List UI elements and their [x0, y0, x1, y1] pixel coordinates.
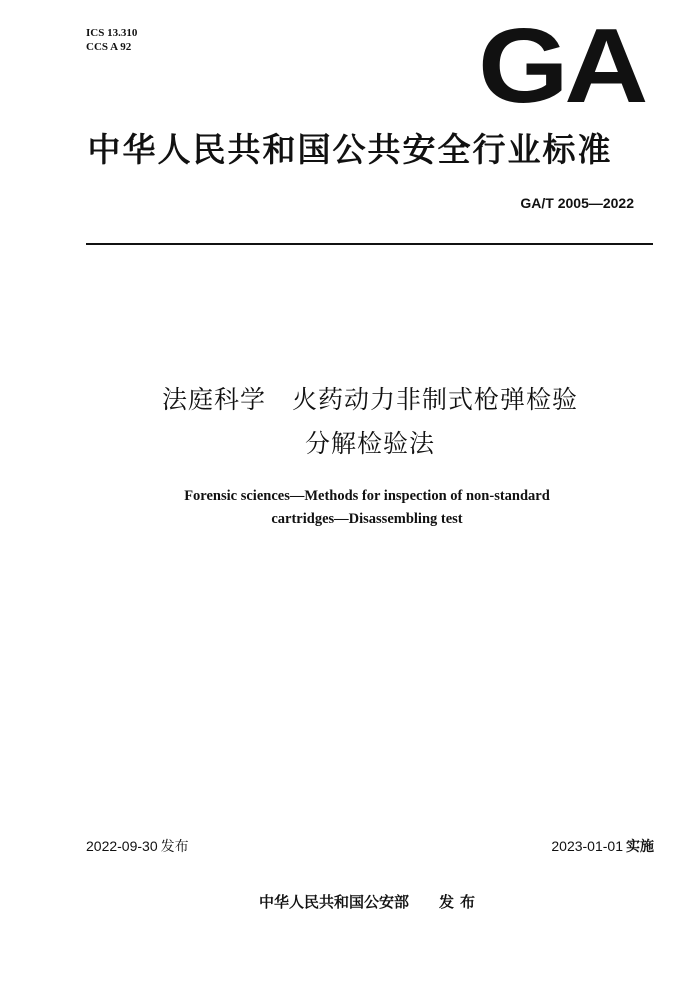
issuer — [0, 891, 700, 912]
issue-date — [86, 836, 189, 856]
issue-date-label: 发布 — [160, 839, 189, 855]
issuer-verb: 发布 — [439, 893, 482, 911]
org-title: 中华人民共和国公共安全行业标准 — [87, 130, 613, 169]
title-en-line2: cartridges—Disassembling test — [271, 511, 463, 527]
classification-codes — [86, 26, 137, 54]
standard-number: GA/T 2005—2022 — [520, 195, 634, 211]
ga-logo: GA — [478, 7, 645, 125]
ics-code: ICS 13.310 — [86, 27, 138, 39]
header-divider — [86, 243, 653, 245]
implement-date-label: 实施 — [626, 839, 654, 855]
title-en-line1: Forensic sciences—Methods for inspection of non-standard — [184, 488, 550, 504]
issue-date-value: 2022-09-30 — [86, 838, 158, 854]
implement-date-value: 2023-01-01 — [551, 838, 623, 854]
ccs-code: CCS A 92 — [86, 41, 132, 53]
implement-date — [551, 836, 654, 856]
title-cn-line1: 法庭科学 火药动力非制式枪弹检验 — [161, 385, 578, 414]
issuer-name: 中华人民共和国公安部 — [258, 893, 409, 911]
title-cn-line2: 分解检验法 — [304, 429, 435, 458]
